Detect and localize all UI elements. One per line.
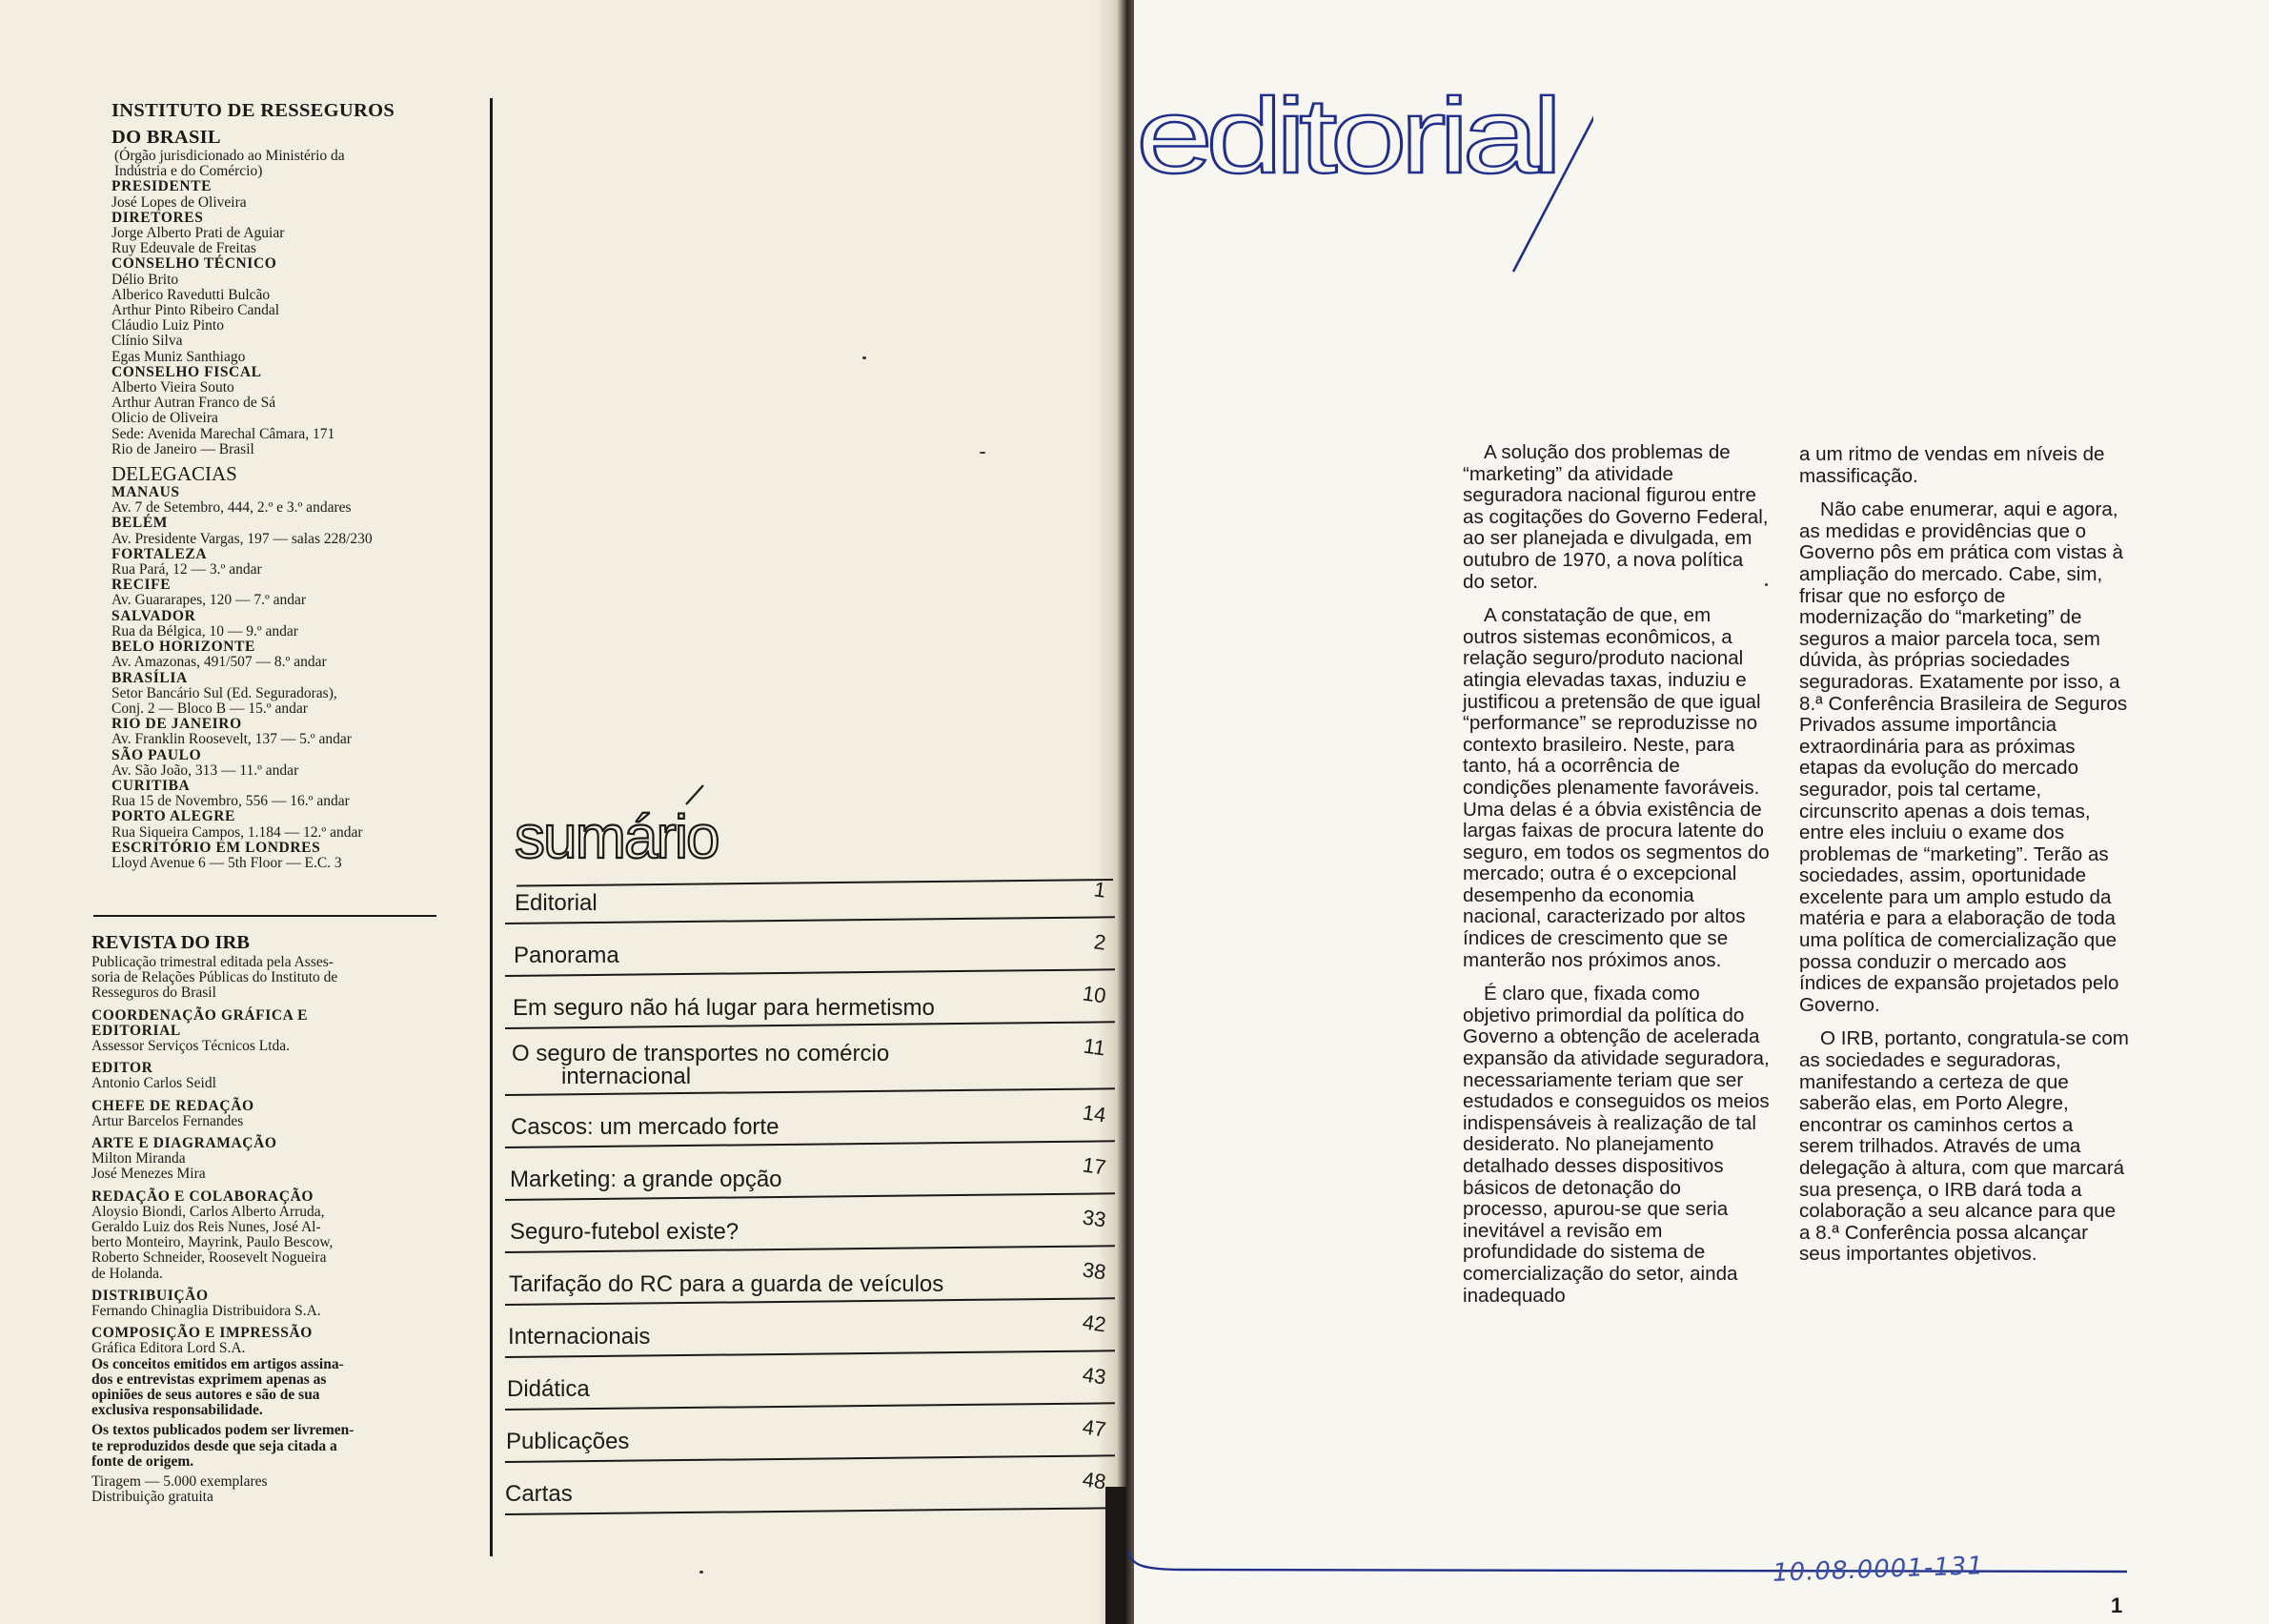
text-line: exclusiva responsabilidade. [91,1402,263,1419]
text-line: Setor Bancário Sul (Ed. Seguradoras), [111,684,337,701]
text-line: Indústria e do Comércio) [114,163,263,180]
toc-entry[interactable] [505,1411,1115,1463]
table-of-contents [505,872,1115,1515]
toc-rule [505,1140,1115,1148]
section-heading: INSTITUTO DE RESSEGUROS [111,100,395,121]
toc-rule [505,1454,1115,1463]
section-heading: COMPOSIÇÃO E IMPRESSÃO [91,1325,313,1342]
toc-entry[interactable] [505,1148,1115,1201]
text-line: Av. Guararapes, 120 — 7.º andar [111,592,307,609]
toc-title: Tarifação do RC para a guarda de veículos [509,1271,944,1297]
section-heading: EDITOR [91,1060,153,1077]
toc-entry[interactable] [505,1253,1115,1306]
text-line: Rua Pará, 12 — 3.º andar [111,561,262,579]
text-line: Lloyd Avenue 6 — 5th Floor — E.C. 3 [111,854,342,871]
toc-title: Internacionais [508,1324,651,1350]
text-line: Av. Amazonas, 491/507 — 8.º andar [111,654,327,671]
section-heading: EDITORIAL [91,1022,181,1039]
toc-rule [505,1245,1115,1253]
sumario-logo [515,783,781,869]
toc-entry[interactable] [505,1306,1115,1358]
text-line: José Lopes de Oliveira [111,193,247,211]
toc-rule [505,1507,1115,1515]
toc-title: Panorama [514,943,619,968]
toc-page-number: 14 [1080,1100,1107,1127]
text-line: Artur Barcelos Fernandes [91,1112,244,1129]
text-line: (Órgão jurisdicionado ao Ministério da [114,148,345,164]
toc-title: Didática [507,1376,590,1402]
text-line: Av. Franklin Roosevelt, 137 — 5.º andar [111,731,352,748]
text-line: Sede: Avenida Marechal Câmara, 171 [111,425,335,442]
paragraph: Não cabe enumerar, aqui e agora, as medidas e providências que o Governo pôs em prática com vistas à ampliação do mercado. Cabe, sim, frisar que no esforço de modernização do “marketing” de seguros a maior parcela toca, sem dúvida, às próprias sociedades seguradoras. Exatamente por isso, a 8.ª Conferência Brasileira de Seguros Privados assume importância extraordinária para as próximas etapas da evolução do mercado segurador, pois tal certame, circunscrito apenas a dois temas, entre eles incluiu o exame dos problemas de “marketing”. Terão as sociedades, assim, oportunidade excelente para um amplo estudo da matéria e para a elaboração de toda uma política de comercialização que possa conduzir o mercado aos índices de expansão projetados pelo Governo. [1799,498,2128,1016]
editorial-heading: editorial [1136,81,1555,195]
toc-page-number: 48 [1080,1467,1107,1494]
section-heading: CONSELHO FISCAL [111,363,262,380]
text-line: Clínio Silva [111,333,183,350]
editorial-column-1 [1463,442,1770,1319]
text-line: Roberto Schneider, Roosevelt Nogueira [91,1249,327,1267]
toc-entry[interactable] [505,1463,1115,1515]
section-heading: RIO DE JANEIRO [111,716,242,733]
section-heading: DELEGACIAS [111,462,237,486]
text-line: Cláudio Luiz Pinto [111,317,224,335]
toc-entry[interactable] [505,977,1115,1029]
text-line: Distribuição gratuita [91,1489,213,1506]
masthead-divider [93,915,436,917]
paragraph: A solução dos problemas de “marketing” da atividade seguradora nacional figurou entre as cogitações do Governo Federal, ao ser planejada e divulgada, em outubro de 1970, a nova política do setor. [1463,441,1769,593]
toc-entry[interactable] [505,1358,1115,1411]
section-heading: FORTALEZA [111,545,208,562]
toc-page-number: 42 [1080,1309,1107,1337]
section-heading: PRESIDENTE [111,178,213,195]
page-number: 1 [2111,1594,2123,1617]
section-heading: DISTRIBUIÇÃO [91,1287,209,1304]
text-line: Milton Miranda [91,1150,186,1167]
section-heading: SÃO PAULO [111,746,202,763]
text-line: Geraldo Luiz dos Reis Nunes, José Al- [91,1219,321,1236]
toc-title: Publicações [506,1429,630,1454]
toc-entry[interactable] [505,1201,1115,1253]
toc-page-number: 43 [1080,1362,1107,1390]
paragraph: O IRB, portanto, congratula-se com as sociedades e seguradoras, manifestando a certeza de que saberão elas, em Porto Alegre, encontrar os caminhos certos a serem trilhados. Através de uma delegação à altura, com que marcará sua presença, o IRB dará toda a colaboração a seu alcance para que a 8.ª Conferência possa alcançar seus importantes objetivos. [1799,1027,2129,1266]
text-line: Resseguros do Brasil [91,985,216,1002]
catalog-number-stamp: 10.08.0001-131 [1772,1552,1985,1588]
text-line: Av. Presidente Vargas, 197 — salas 228/230 [111,530,373,547]
toc-title: O seguro de transportes no comércio [512,1041,890,1066]
text-line: dos e entrevistas exprimem apenas as [91,1370,327,1388]
toc-rule [505,968,1115,977]
text-line: opiniões de seus autores e são de sua [91,1387,320,1404]
accent-mark [686,785,703,804]
toc-title: Cascos: um mercado forte [511,1114,780,1140]
toc-rule [505,1021,1115,1029]
toc-page-number: 38 [1080,1257,1107,1285]
text-line: Os conceitos emitidos em artigos assina- [91,1355,344,1372]
toc-page-number: 33 [1080,1205,1107,1232]
text-line: Egas Muniz Santhiago [111,348,246,365]
paper-speck [980,452,985,454]
toc-title: Cartas [505,1481,573,1507]
text-line: Arthur Autran Franco de Sá [111,395,276,412]
section-heading: DO BRASIL [111,127,221,148]
text-line: Rua da Bélgica, 10 — 9.º andar [111,622,298,639]
text-line: Os textos publicados podem ser livremen- [91,1422,355,1439]
editorial-column-2 [1799,444,2131,1278]
text-line: Antonio Carlos Seidl [91,1075,216,1092]
sumario-heading: sumário [515,802,719,869]
text-line: Aloysio Biondi, Carlos Alberto Arruda, [91,1203,325,1220]
paragraph: É claro que, fixada como objetivo primordial da política do Governo a obtenção de acelerada expansão da atividade seguradora, necessariamente teriam que ser estudados e conseguidos os meios indispensáveis à realização de tal desiderato. No planejamento detalhado desses dispositivos básicos de detonação do processo, apurou-se que seria inevitável a revisão em profundidade do sistema de comercialização do setor, ainda inadequado [1463,983,1770,1307]
text-line: berto Monteiro, Mayrink, Paulo Bescow, [91,1234,334,1251]
toc-title: Em seguro não há lugar para hermetismo [513,995,935,1021]
section-heading: CHEFE DE REDAÇÃO [91,1097,254,1114]
toc-entry[interactable] [505,1029,1115,1096]
toc-page-number: 10 [1080,981,1107,1008]
toc-page-number: 17 [1080,1152,1107,1180]
toc-entry[interactable] [505,872,1115,924]
section-heading: BELÉM [111,515,168,532]
section-heading: REVISTA DO IRB [91,932,250,953]
text-line: fonte de origem. [91,1452,194,1470]
section-heading: CONSELHO TÉCNICO [111,255,277,273]
text-line: Rio de Janeiro — Brasil [111,440,254,457]
section-heading: DIRETORES [111,209,204,226]
text-line: Rua Siqueira Campos, 1.184 — 12.º andar [111,823,363,841]
paragraph: a um ritmo de vendas em níveis de massificação. [1799,443,2105,487]
text-line: José Menezes Mira [91,1166,206,1183]
section-heading: BELO HORIZONTE [111,639,255,656]
toc-title: Editorial [515,890,598,916]
text-line: Tiragem — 5.000 exemplares [91,1473,268,1491]
toc-rule [505,1402,1115,1411]
toc-page-number: 47 [1080,1414,1107,1442]
text-line: Délio Brito [111,271,179,288]
text-line: te reproduzidos desde que seja citada a [91,1437,337,1454]
text-line: Publicação trimestral editada pela Asses- [91,954,334,970]
toc-entry[interactable] [505,924,1115,977]
toc-rule [505,1350,1115,1358]
editorial-logo [1136,81,1593,276]
text-line: Assessor Serviços Técnicos Ltda. [91,1038,291,1055]
text-line: de Holanda. [91,1265,163,1282]
toc-title: Marketing: a grande opção [510,1167,782,1192]
text-line: Ruy Edeuvale de Freitas [111,240,256,257]
paragraph: A constatação de que, em outros sistemas econômicos, a relação seguro/produto nacional atingia elevadas taxas, induziu e justificou a pretensão de que igual “performance” se reproduzisse no contexto brasileiro. Neste, para tanto, há a ocorrência de condições plenamente favoráveis. Uma delas é a óbvia existência de largas faixas de procura latente do seguro, em todos os segmentos do mercado; outra é o excepcional desempenho da economia nacional, caracterizado por altos índices de crescimento que se manterão nos próximos anos. [1463,604,1770,971]
credits [91,926,433,1506]
text-line: Gráfica Editora Lord S.A. [91,1340,246,1357]
masthead [111,95,447,871]
text-line: Jorge Alberto Prati de Aguiar [111,225,285,242]
section-heading: ESCRITÓRIO EM LONDRES [111,839,321,856]
toc-entry[interactable] [505,1096,1115,1148]
paper-speck [699,1571,703,1573]
text-line: Olicio de Oliveira [111,410,218,427]
toc-page-number: 11 [1082,1033,1107,1061]
text-line: Av. São João, 313 — 11.º andar [111,761,299,779]
paper-speck [1765,583,1768,586]
toc-rule [505,1297,1115,1306]
text-line: Av. 7 de Setembro, 444, 2.º e 3.º andares [111,499,352,517]
section-heading: COORDENAÇÃO GRÁFICA E [91,1006,309,1024]
section-heading: BRASÍLIA [111,669,188,686]
toc-rule [505,1192,1115,1201]
text-line: Alberico Ravedutti Bulcão [111,286,271,303]
toc-rule [505,916,1115,924]
text-line: Conj. 2 — Bloco B — 15.º andar [111,700,308,717]
toc-page-number: 2 [1092,929,1107,955]
paper-speck [862,356,866,359]
toc-title: Seguro-futebol existe? [510,1219,739,1245]
text-line: Rua 15 de Novembro, 556 — 16.º andar [111,793,350,810]
section-heading: MANAUS [111,484,180,501]
section-heading: CURITIBA [111,777,191,794]
section-heading: REDAÇÃO E COLABORAÇÃO [91,1188,314,1205]
section-heading: RECIFE [111,577,172,594]
column-divider [490,98,493,1556]
toc-page-number: 1 [1092,877,1107,903]
section-heading: PORTO ALEGRE [111,808,235,825]
text-line: Arthur Pinto Ribeiro Candal [111,302,280,319]
text-line: soria de Relações Públicas do Instituto de [91,969,338,986]
section-heading: ARTE E DIAGRAMAÇÃO [91,1135,277,1152]
text-line: Alberto Vieira Souto [111,379,234,396]
section-heading: SALVADOR [111,607,196,624]
toc-title-continued: internacional [561,1064,692,1089]
text-line: Fernando Chinaglia Distribuidora S.A. [91,1303,321,1320]
